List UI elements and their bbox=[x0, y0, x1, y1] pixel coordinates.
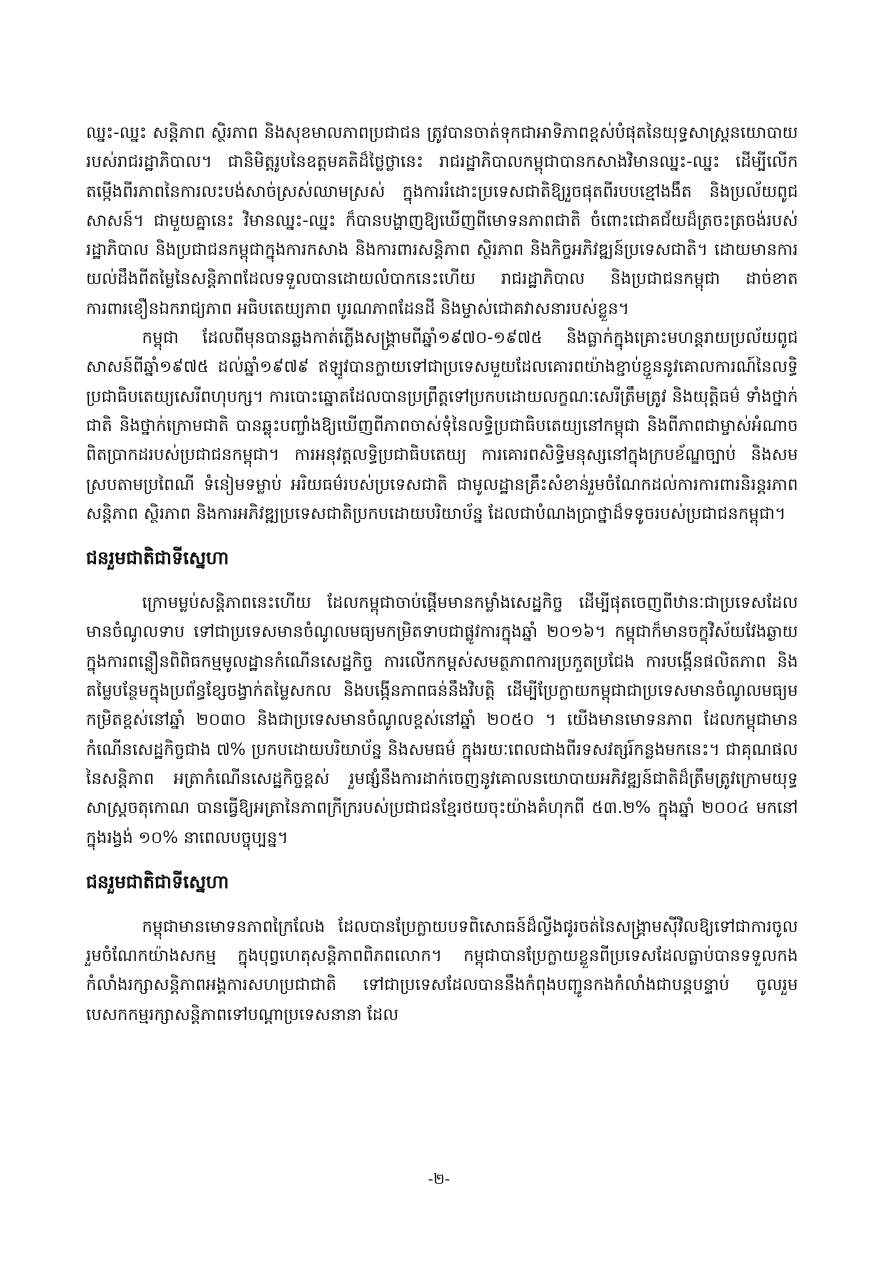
section-heading-2: ជនរួមជាតិជាទីស្នេហា bbox=[86, 871, 229, 893]
document-body bbox=[86, 118, 798, 1029]
paragraph-2: កម្ពុជា ដែលពីមុនបានឆ្លងកាត់ភ្លើងសង្គ្រាមពីឆ្នាំ១៩៧០-១៩៧៥ និងធ្លាក់ក្នុងគ្រោះមហន្តរាយប្រល័យពូជសាសន៍ពីឆ្នាំ១៩៧៥ ដល់ឆ្នាំ១៩៧៩ ឥឡូវបានក្លាយទៅជាប្រទេសមួយដែលគោរពយ៉ាងខ្ជាប់ខ្ជួននូវគោលការណ៍នៃលទ្ធិប្រជាធិបតេយ្យសេរីពហុបក្ស។ ការបោះឆ្នោតដែលបានប្រព្រឹត្តទៅប្រកបដោយលក្ខណៈសេរីត្រឹមត្រូវ និងយុត្តិធម៌ ទាំងថ្នាក់ជាតិ និងថ្នាក់ក្រោមជាតិ បានឆ្លុះបញ្ចាំងឱ្យឃើញពីភាពចាស់ទុំនៃលទ្ធិប្រជាធិបតេយ្យនៅកម្ពុជា និងពីភាពជាម្ចាស់អំណាចពិតប្រាកដរបស់ប្រជាជនកម្ពុជា។ ការអនុវត្តលទ្ធិប្រជាធិបតេយ្យ ការគោរពសិទ្ធិមនុស្សនៅក្នុងក្របខ័ណ្ឌច្បាប់ និងសមស្របតាមប្រពៃណី ទំនៀមទម្លាប់ អរិយធម៌របស់ប្រទេសជាតិ ជាមូលដ្ឋានគ្រឹះសំខាន់រួមចំណែកដល់ការការពារនិរន្តរភាពសន្តិភាព ស្ថិរភាព និងការអភិវឌ្ឍប្រទេសជាតិប្រកបដោយបរិយាប័ន្ន ដែលជាបំណងប្រាថ្នាដ៏ទទូចរបស់ប្រជាជនកម្ពុជា។ bbox=[86, 328, 798, 523]
section-heading-1: ជនរួមជាតិជាទីស្នេហា bbox=[86, 548, 229, 570]
paragraph-3: ក្រោមម្លប់សន្តិភាពនេះហើយ ដែលកម្ពុជាចាប់ផ្តើមមានកម្លាំងសេដ្ឋកិច្ច ដើម្បីផុតចេញពីឋានៈជាប្រទេសដែលមានចំណូលទាប ទៅជាប្រទេសមានចំណូលមធ្យមកម្រិតទាបជាផ្លូវការក្នុងឆ្នាំ ២០១៦។ កម្ពុជាក៏មានចក្ខុវិស័យវែងឆ្ងាយ ក្នុងការពន្លឿនពិពិធកម្មមូលដ្ឋានកំណើនសេដ្ឋកិច្ច ការលើកកម្ពស់សមត្ថភាពការប្រកួតប្រជែង ការបង្កើនផលិតភាព និងតម្លៃបន្ថែមក្នុងប្រព័ន្ធខ្សែចង្វាក់តម្លៃសកល និងបង្កើនភាពធន់នឹងវិបត្តិ ដើម្បីប្រែក្លាយកម្ពុជាជាប្រទេសមានចំណូលមធ្យមកម្រិតខ្ពស់នៅឆ្នាំ ២០៣០ និងជាប្រទេសមានចំណូលខ្ពស់នៅឆ្នាំ ២០៥០ ។ យើងមានមោទនភាព ដែលកម្ពុជាមានកំណើនសេដ្ឋកិច្ចជាង ៧% ប្រកបដោយបរិយាប័ន្ន និងសមធម៌ ក្នុងរយៈពេលជាងពីរទសវត្សរ៍កន្លងមកនេះ។ ជាគុណផលនៃសន្តិភាព អត្រាកំណើនសេដ្ឋកិច្ចខ្ពស់ រួមផ្សំនឹងការដាក់ចេញនូវគោលនយោបាយអភិវឌ្ឍន៍ជាតិដ៏ត្រឹមត្រូវក្រោមយុទ្ធសាស្ត្រចតុកោណ បានធ្វើឱ្យអត្រានៃភាពក្រីក្ររបស់ប្រជាជនខ្មែរថយចុះយ៉ាងគំហុកពី ៥៣.២% ក្នុងឆ្នាំ ២០០៤ មកនៅក្នុងរង្វង់ ១០% នាពេលបច្ចុប្បន្ន។ bbox=[86, 593, 798, 847]
paragraph-4: កម្ពុជាមានមោទនភាពក្រៃលែង ដែលបានប្រែក្លាយបទពិសោធន៍ដ៏ល្វីងជូរចត់នៃសង្គ្រាមស៊ីវិលឱ្យទៅជាការចូលរួមចំណែកយ៉ាងសកម្ម ក្នុងបុព្វហេតុសន្តិភាពពិភពលោក។ កម្ពុជាបានប្រែក្លាយខ្លួនពីប្រទេសដែលធ្លាប់បានទទួលកងកំលាំងរក្សាសន្តិភាពអង្គការសហប្រជាជាតិ ទៅជាប្រទេសដែលបាននឹងកំពុងបញ្ជូនកងកំលាំងជាបន្តបន្ទាប់ ចូលរួមបេសកកម្មរក្សាសន្តិភាពទៅបណ្តាប្រទេសនានា ដែល bbox=[86, 916, 798, 1024]
paragraph-1: ឈ្នះ-ឈ្នះ សន្តិភាព ស្ថិរភាព និងសុខមាលភាពប្រជាជន ត្រូវបានចាត់ទុកជាអាទិភាពខ្ពស់បំផុតនៃយុទ្ធសាស្ត្រនយោបាយរបស់រាជរដ្ឋាភិបាល។ ជានិមិត្តរូបនៃឧត្តមគតិដ៏ថ្លៃថ្លានេះ រាជរដ្ឋាភិបាលកម្ពុជាបានកសាងវិមានឈ្នះ-ឈ្នះ ដើម្បីលើកតម្កើងពីរភាពនៃការលះបង់សាច់ស្រស់ឈាមស្រស់ ក្នុងការរំដោះប្រទេសជាតិឱ្យរួចផុតពីរបបខ្មៅងងឹត និងប្រល័យពូជសាសន៍។ ជាមួយគ្នានេះ វិមានឈ្នះ-ឈ្នះ ក៏បានបង្ហាញឱ្យឃើញពីមោទនភាពជាតិ ចំពោះជោគជ័យដ៏ត្រចះត្រចង់របស់រដ្ឋាភិបាល និងប្រជាជនកម្ពុជាក្នុងការកសាង និងការពារសន្តិភាព ស្ថិរភាព និងកិច្ចអភិវឌ្ឍន៍ប្រទេសជាតិ។ ដោយមានការយល់ដឹងពីតម្លៃនៃសន្តិភាពដែលទទួលបានដោយលំបាកនេះហើយ រាជរដ្ឋាភិបាល និងប្រជាជនកម្ពុជា ដាច់ខាតការពារខឿនឯករាជ្យភាព អធិបតេយ្យភាព បូរណភាពដែនដី និងម្ចាស់ជោគវាសនារបស់ខ្លួន។ bbox=[86, 123, 798, 318]
page-number: -២- bbox=[427, 1170, 451, 1188]
